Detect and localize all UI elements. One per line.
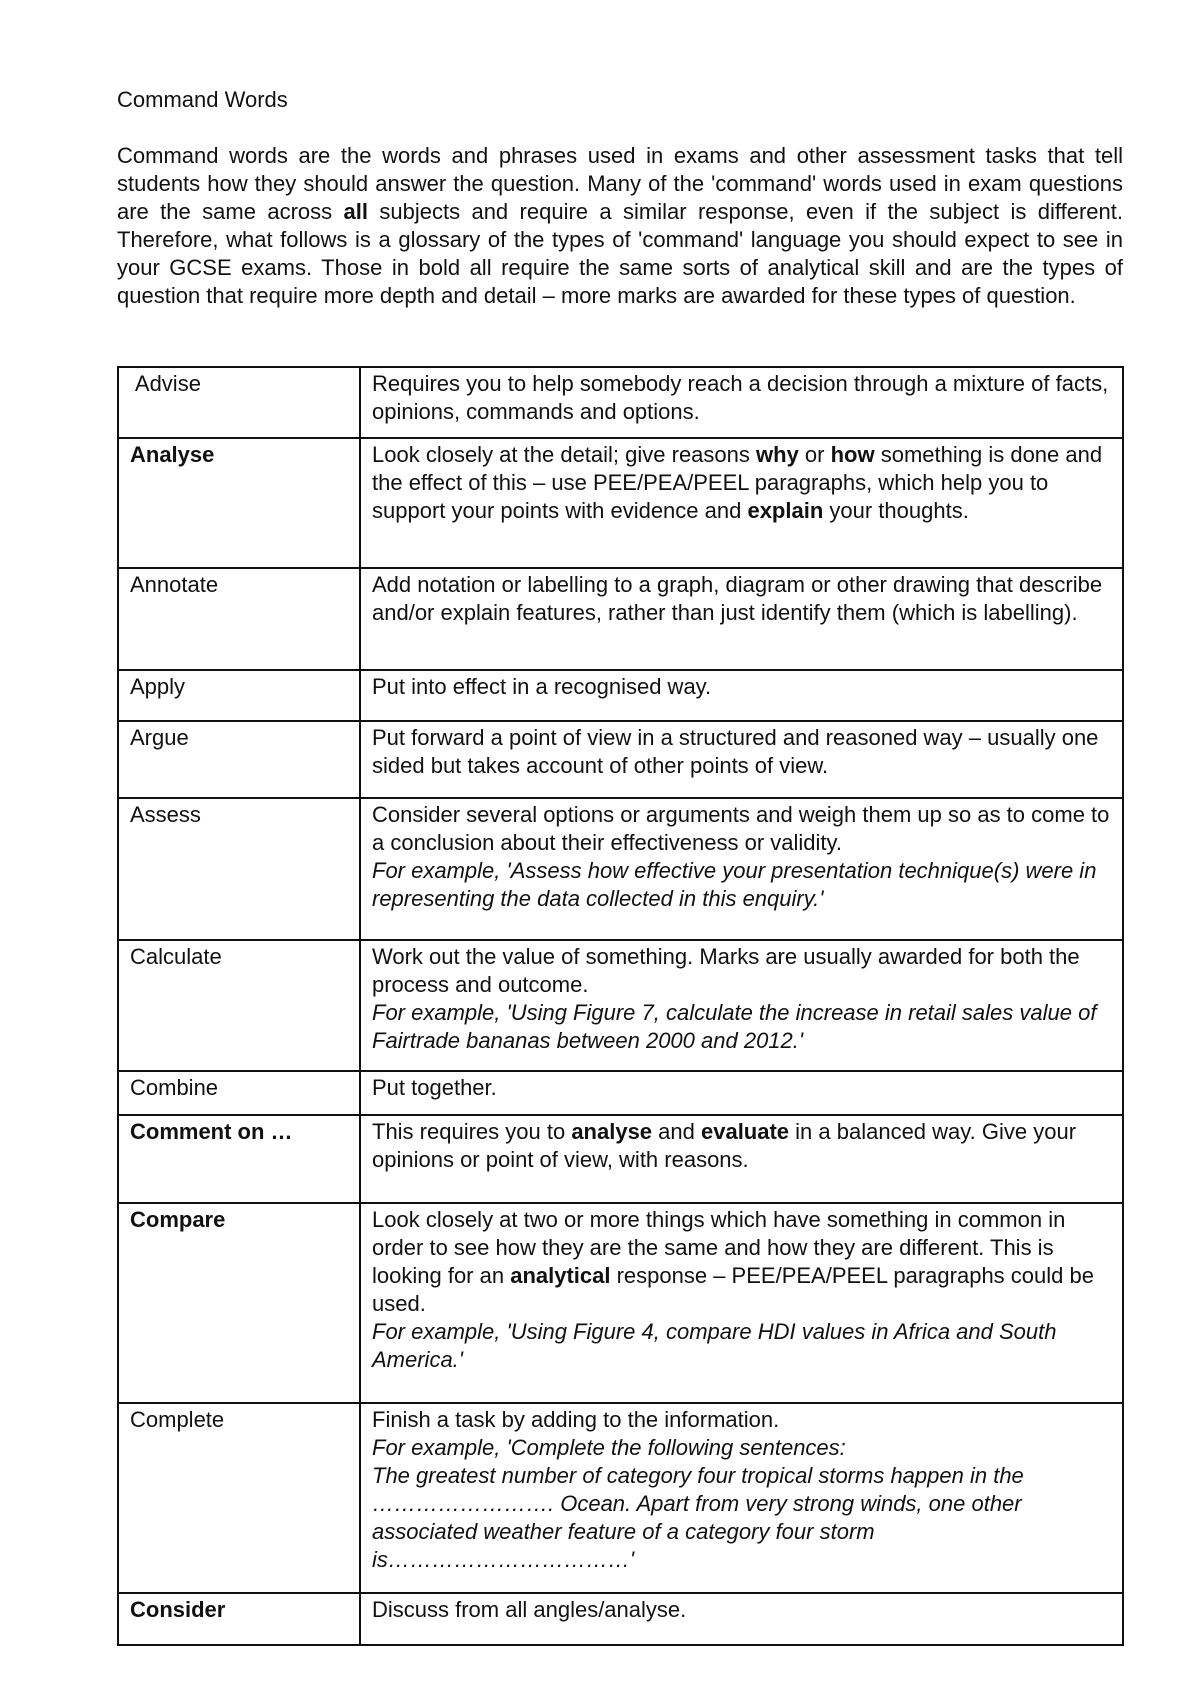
definition-text: Put forward a point of view in a structured and reasoned way – usually one sided but takes account of other points of view. [372, 725, 1099, 778]
definition-cell [360, 1071, 1123, 1115]
term-advise: Advise [130, 371, 201, 396]
definition-text: Put into effect in a recognised way. [372, 674, 712, 699]
definition-cell [360, 568, 1123, 670]
term-complete: Complete [130, 1407, 225, 1432]
definition-text: This requires you to [372, 1119, 572, 1144]
term-cell [118, 940, 360, 1071]
definition-cell [360, 798, 1123, 940]
definition-cell [360, 721, 1123, 798]
definition-text: Look closely at two or more things which have something in common in order to see how they are the same and how they are different. This is looking for an [372, 1207, 1066, 1288]
definition-text: response – PEE/PEA/PEEL paragraphs could be used. [372, 1263, 1094, 1316]
definition-cell [360, 1115, 1123, 1203]
definition-text: Put together. [372, 1075, 497, 1100]
definition-cell [360, 438, 1123, 568]
term-cell [118, 1203, 360, 1403]
table-row [118, 721, 1123, 798]
term-cell [118, 1071, 360, 1115]
term-cell [118, 367, 360, 438]
definition-cell [360, 1403, 1123, 1593]
term-cell [118, 798, 360, 940]
term-cell [118, 1403, 360, 1593]
term-cell [118, 568, 360, 670]
definition-cell [360, 1203, 1123, 1403]
intro-text-cont: subjects and require a similar response, even if the subject is different. Therefore, what follows is a glossary of the types of 'command' language you should expect to see in your GCSE exams. Those in bold all require the same sorts of analytical skill and are the types of question that require more depth and detail – more marks are awarded for these types of question. [117, 199, 1123, 308]
example-text: For example, 'Using Figure 4, compare HDI values in Africa and South America.' [372, 1319, 1057, 1372]
term-cell [118, 670, 360, 721]
table-row [118, 1203, 1123, 1403]
definition-text: Consider several options or arguments and weigh them up so as to come to a conclusion about their effectiveness or validity. [372, 802, 1110, 855]
term-consider: Consider [130, 1597, 226, 1622]
term-cell [118, 438, 360, 568]
table-row [118, 1403, 1123, 1593]
table-row [118, 1071, 1123, 1115]
definition-cell [360, 940, 1123, 1071]
table-row [118, 438, 1123, 568]
table-row [118, 568, 1123, 670]
table-row [118, 798, 1123, 940]
definition-bold: analyse [571, 1119, 653, 1144]
definition-text: Finish a task by adding to the information. [372, 1407, 780, 1432]
term-annotate: Annotate [130, 572, 219, 597]
intro-text: Command words are the words and phrases used in exams and other assessment tasks that tell students how they should answer the question. Many of the 'command' words used in exam questions are the same across [117, 143, 1123, 224]
definition-text: something is done and the effect of this – use PEE/PEA/PEEL paragraphs, which help you to support your points with evidence and [372, 442, 1103, 523]
example-text: For example, 'Using Figure 7, calculate the increase in retail sales value of Fairtrade bananas between 2000 and 2012.' [372, 1000, 1097, 1053]
table-row [118, 367, 1123, 438]
example-text: For example, 'Assess how effective your presentation technique(s) were in representing the data collected in this enquiry.' [372, 858, 1097, 911]
definition-cell [360, 367, 1123, 438]
example-text: For example, 'Complete the following sentences: [372, 1435, 846, 1460]
definition-bold: analytical [510, 1263, 611, 1288]
definition-bold: explain [747, 498, 824, 523]
example-text: The greatest number of category four tropical storms happen in the ……………………. Ocean. Apart from very strong winds, one other associated weather feature of a category four storm is……………………………' [372, 1463, 1024, 1572]
term-argue: Argue [130, 725, 189, 750]
page-title: Command Words [117, 87, 288, 112]
definition-bold: how [830, 442, 875, 467]
definition-text: Requires you to help somebody reach a decision through a mixture of facts, opinions, commands and options. [372, 371, 1109, 424]
definition-text: Look closely at the detail; give reasons [372, 442, 757, 467]
intro-paragraph [117, 142, 1123, 310]
definition-text: Add notation or labelling to a graph, diagram or other drawing that describe and/or explain features, rather than just identify them (which is labelling). [372, 572, 1103, 625]
term-calculate: Calculate [130, 944, 222, 969]
definition-bold: evaluate [700, 1119, 790, 1144]
term-combine: Combine [130, 1075, 219, 1100]
definition-text: Work out the value of something. Marks are usually awarded for both the process and outcome. [372, 944, 1080, 997]
definition-text: your thoughts. [823, 498, 969, 523]
term-analyse: Analyse [130, 442, 215, 467]
term-compare: Compare [130, 1207, 226, 1232]
term-cell [118, 1593, 360, 1645]
intro-bold-word: all [343, 199, 368, 224]
term-apply: Apply [130, 674, 186, 699]
term-cell [118, 721, 360, 798]
definition-bold: why [756, 442, 799, 467]
term-cell [118, 1115, 360, 1203]
term-assess: Assess [130, 802, 201, 827]
table-row [118, 670, 1123, 721]
definition-cell [360, 670, 1123, 721]
table-row [118, 1115, 1123, 1203]
definition-text: in a balanced way. Give your opinions or point of view, with reasons. [372, 1119, 1077, 1172]
definition-text: and [652, 1119, 701, 1144]
term-comment-on: Comment on … [130, 1119, 293, 1144]
definition-cell [360, 1593, 1123, 1645]
table-row [118, 940, 1123, 1071]
table-row [118, 1593, 1123, 1645]
definition-text: Discuss from all angles/analyse. [372, 1597, 687, 1622]
command-words-table [117, 366, 1124, 1646]
definition-text: or [798, 442, 831, 467]
